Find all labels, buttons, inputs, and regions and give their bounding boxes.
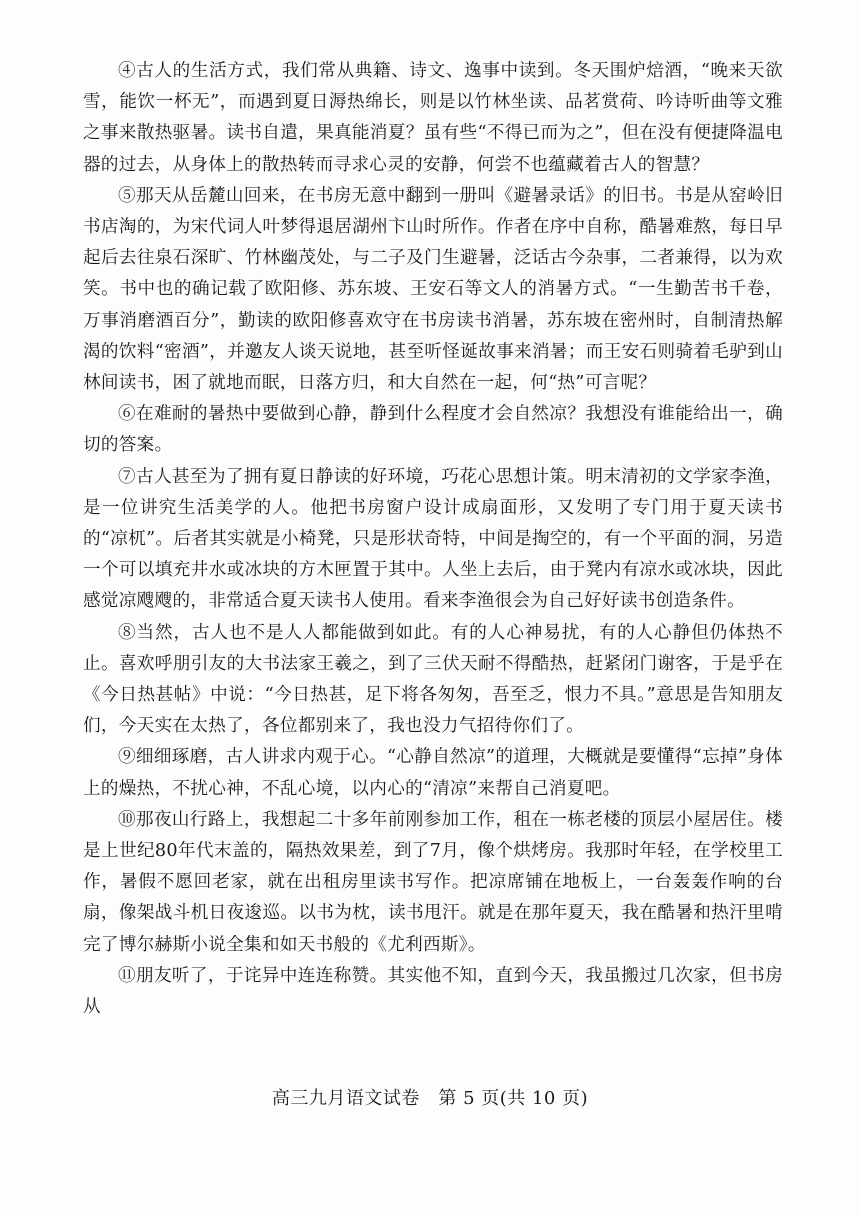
article-body <box>83 56 783 1023</box>
paragraph-7: ⑦古人甚至为了拥有夏日静读的好环境，巧花心思想计策。明末清初的文学家李渔，是一位讲究生活美学的人。他把书房窗户设计成扇面形，又发明了专门用于夏天读书的“凉杌”。后者其实就是小椅凳，只是形状奇特，中间是掏空的，有一个平面的洞，另造一个可以填充井水或冰块的方木匣置于其中。人坐上去后，由于凳内有凉水或冰块，因此感觉凉飕飕的，非常适合夏天读书人使用。看来李渔很会为自己好好读书创造条件。 <box>83 466 783 612</box>
paragraph-9: ⑨细细琢磨，古人讲求内观于心。“心静自然凉”的道理，大概就是要懂得“忘掉”身体上的燥热，不扰心神，不乱心境，以内心的“清凉”来帮自己消夏吧。 <box>83 747 783 799</box>
paragraph-5: ⑤那天从岳麓山回来，在书房无意中翻到一册叫《避暑录话》的旧书。书是从窑岭旧书店淘的，为宋代词人叶梦得退居湖州卞山时所作。作者在序中自称，酷暑难熬，每日早起后去往泉石深旷、竹林幽茂处，与二子及门生避暑，泛话古今杂事，二者兼得，以为欢笑。书中也的确记载了欧阳修、苏东坡、王安石等文人的消暑方式。“一生勤苦书千卷，万事消磨酒百分”，勤读的欧阳修喜欢守在书房读书消暑，苏东坡在密州时，自制清热解渴的饮料“密酒”，并邀友人谈天说地，甚至听怪诞故事来消暑；而王安石则骑着毛驴到山林间读书，困了就地而眠，日落方归，和大自然在一起，何“热”可言呢？ <box>83 185 783 394</box>
page-footer: 高三九月语文试卷 第 5 页(共 10 页) <box>271 1088 589 1109</box>
paragraph-10: ⑩那夜山行路上，我想起二十多年前刚参加工作，租在一栋老楼的顶层小屋居住。楼是上世纪80年代末盖的，隔热效果差，到了7月，像个烘烤房。我那时年轻，在学校里工作，暑假不愿回老家，就在出租房里读书写作。把凉席铺在地板上，一台轰轰作响的台扇，像架战斗机日夜逡巡。以书为枕，读书甩汗。就是在那年夏天，我在酷暑和热汗里啃完了博尔赫斯小说全集和如天书般的《尤利西斯》。 <box>83 809 783 955</box>
paragraph-4: ④古人的生活方式，我们常从典籍、诗文、逸事中读到。冬天围炉焙酒，“晚来天欲雪，能饮一杯无”，而遇到夏日溽热绵长，则是以竹林坐读、品茗赏荷、吟诗听曲等文雅之事来散热驱暑。读书自遣，果真能消夏？虽有些“不得已而为之”，但在没有便捷降温电器的过去，从身体上的散热转而寻求心灵的安静，何尝不也蕴藏着古人的智慧？ <box>83 61 783 175</box>
paragraph-11: ⑪朋友听了，于诧异中连连称赞。其实他不知，直到今天，我虽搬过几次家，但书房从 <box>83 965 783 1018</box>
paragraph-8: ⑧当然，古人也不是人人都能做到如此。有的人心神易扰，有的人心静但仍体热不止。喜欢呼朋引友的大书法家王羲之，到了三伏天耐不得酷热，赶紧闭门谢客，于是乎在《今日热甚帖》中说：“今日热甚，足下将各匆匆，吾至乏，恨力不具。”意思是告知朋友们，今天实在太热了，各位都别来了，我也没力气招待你们了。 <box>83 622 783 737</box>
paragraph-6: ⑥在难耐的暑热中要做到心静，静到什么程度才会自然凉？我想没有谁能给出一，确切的答案。 <box>83 404 783 456</box>
